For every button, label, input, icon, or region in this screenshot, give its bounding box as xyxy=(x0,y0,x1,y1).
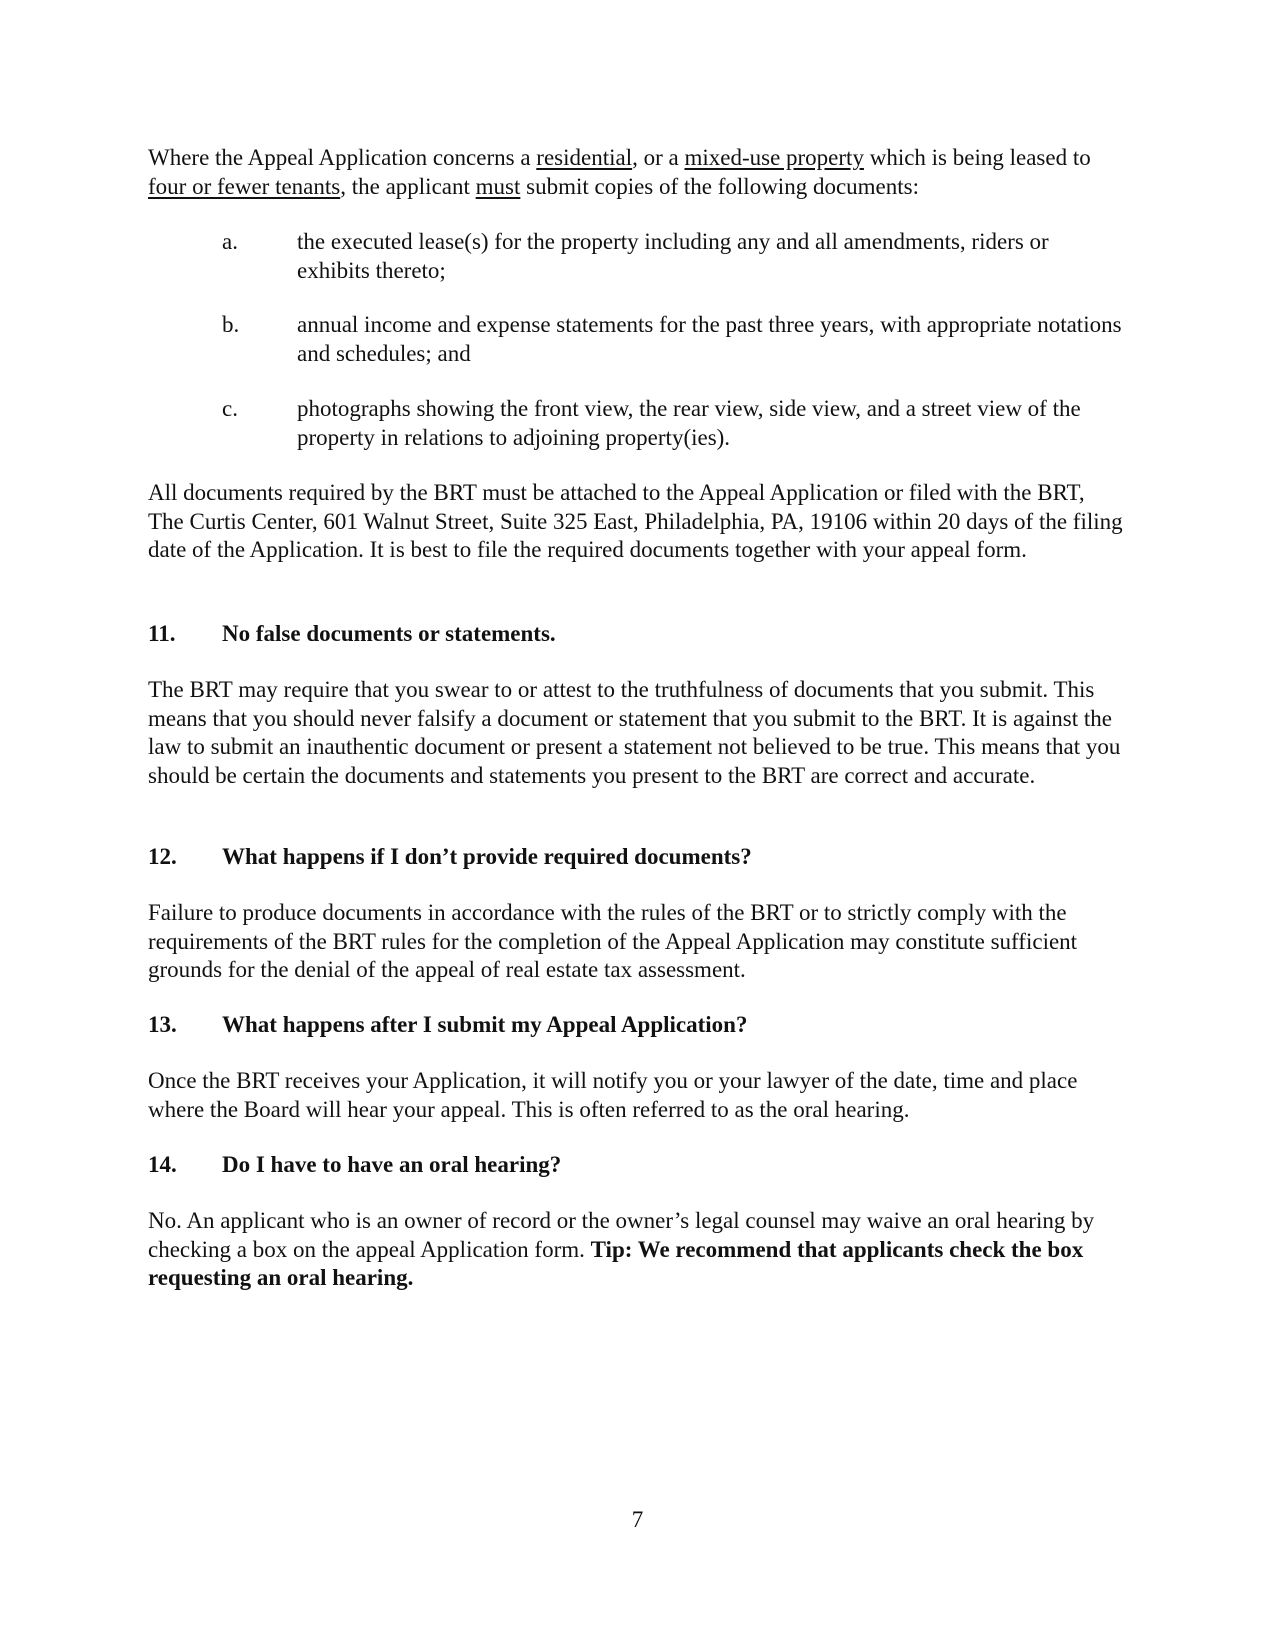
section-12-title: What happens if I don’t provide required documents? xyxy=(222,844,752,869)
intro-underline-must: must xyxy=(475,173,521,199)
section-14-tip: Tip: We recommend that applicants check the box requesting an oral hearing. xyxy=(148,1236,1084,1290)
intro-paragraph xyxy=(148,144,1123,201)
page-number: 7 xyxy=(631,1507,644,1532)
intro-underline-residential: residential xyxy=(536,145,633,170)
section-13-number: 13. xyxy=(148,1012,177,1037)
intro-text-1: Where the Appeal Application concerns a xyxy=(148,145,537,170)
section-11-number: 11. xyxy=(148,621,176,646)
section-14-body-text: No. An applicant who is an owner of record or the owner’s legal counsel may waive an oral hearing by checking a box on the appeal Application form. xyxy=(148,1208,1095,1262)
intro-text-4: , the applicant xyxy=(340,173,476,199)
intro-underline-mixed-use: mixed-use property xyxy=(684,145,864,170)
intro-text-3: which is being leased to xyxy=(863,145,1091,170)
all-documents-paragraph: All documents required by the BRT must be attached to the Appeal Application or filed with the BRT, The Curtis Center, 601 Walnut Street, Suite 325 East, Philadelphia, PA, 19106 within 20 days of the filing date of the Application. It is best to file the required documents together with your appeal form. xyxy=(148,480,1123,562)
list-item-letter-b: b. xyxy=(222,312,240,337)
list-item-text-a: the executed lease(s) for the property including any and all amendments, riders or exhibits thereto; xyxy=(297,229,1049,283)
section-11-title: No false documents or statements. xyxy=(222,621,556,646)
section-12-number: 12. xyxy=(148,844,177,869)
intro-text-2: , or a xyxy=(632,145,685,170)
intro-underline-tenants: four or fewer tenants xyxy=(148,173,341,199)
section-14-title: Do I have to have an oral hearing? xyxy=(222,1152,562,1177)
intro-text-5: submit copies of the following documents: xyxy=(520,173,919,199)
list-item-letter-a: a. xyxy=(222,229,238,254)
section-11-body: The BRT may require that you swear to or attest to the truthfulness of documents that you submit. This means that you should never falsify a document or statement that you submit to the BRT. It is against the law to submit an inauthentic document or present a statement not believed to be true. This means that you should be certain the documents and statements you present to the BRT are correct and accurate. xyxy=(148,677,1121,788)
section-13-body: Once the BRT receives your Application, it will notify you or your lawyer of the date, time and place where the Board will hear your appeal. This is often referred to as the oral hearing. xyxy=(148,1068,1078,1122)
section-13-title: What happens after I submit my Appeal Application? xyxy=(222,1012,748,1037)
section-14-body xyxy=(148,1207,1123,1293)
section-12-body: Failure to produce documents in accordance with the rules of the BRT or to strictly comply with the requirements of the BRT rules for the completion of the Appeal Application may constitute sufficient grounds for the denial of the appeal of real estate tax assessment. xyxy=(148,900,1078,982)
section-14-number: 14. xyxy=(148,1152,177,1177)
list-item-text-c: photographs showing the front view, the rear view, side view, and a street view of the property in relations to adjoining property(ies). xyxy=(297,396,1081,450)
list-item-letter-c: c. xyxy=(222,396,238,421)
list-item-text-b: annual income and expense statements for the past three years, with appropriate notations and schedules; and xyxy=(297,312,1122,366)
